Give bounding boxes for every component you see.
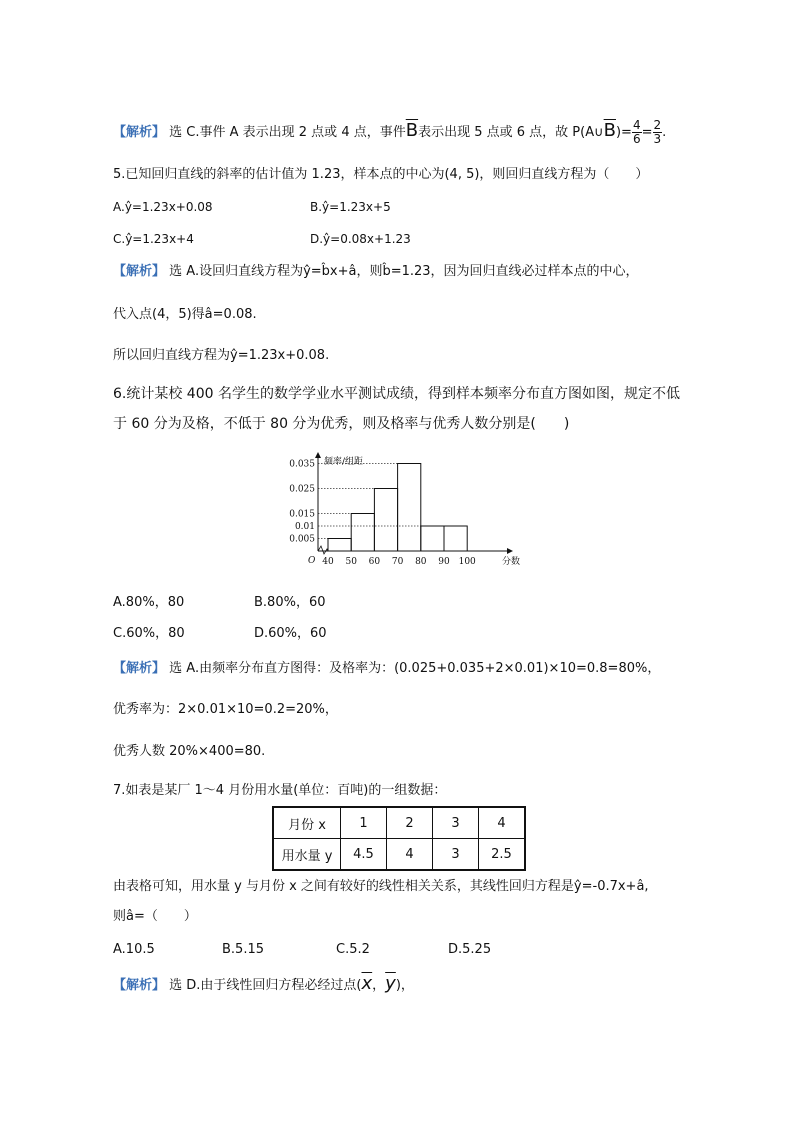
option-c: C.5.2: [336, 942, 370, 957]
equals: =: [641, 125, 653, 140]
x-tick-label: 80: [415, 557, 427, 567]
x-bar: $\overline{x}$: [361, 973, 373, 994]
option-a: A.10.5: [113, 942, 155, 957]
numerator: 4: [632, 118, 641, 132]
solution-text: )，: [395, 978, 414, 993]
histogram-bar: [374, 489, 397, 552]
fraction: [632, 119, 642, 146]
option-c: C.ŷ=1.23x+4: [113, 232, 194, 246]
solution-text: 选 A.设回归直线方程为ŷ=b̂x+â，则b̂=1.23，因为回归直线必过样本点的中心，: [165, 264, 639, 279]
solution-tag: 【解析】: [113, 978, 166, 993]
y-tick-label: 0.025: [289, 484, 315, 495]
frequency-histogram: [282, 450, 522, 575]
table-row: [273, 839, 525, 871]
table-row: [273, 807, 525, 839]
x-tick-label: 60: [368, 557, 381, 567]
solution-6-line3: 优秀人数 20%×400=80.: [113, 744, 266, 759]
option-b: B.5.15: [222, 942, 264, 957]
question-6-stem-line2: 于 60 分为及格，不低于 80 分为优秀，则及格率与优秀人数分别是( ): [113, 416, 570, 432]
solution-text: 选 A.由频率分布直方图得：及格率为：(0.025+0.035+2×0.01)×10=0.8=80%，: [165, 661, 661, 676]
y-axis-label: 频率/组距: [324, 457, 364, 467]
x-axis-arrow: [507, 548, 513, 554]
table-header-cell: 用水量 y: [273, 839, 341, 871]
solution-tag: 【解析】: [113, 264, 166, 279]
solution-text: 表示出现 5 点或 6 点，故 P(A∪: [418, 125, 604, 140]
question-7-stem: 7.如表是某厂 1～4 月份用水量(单位：百吨)的一组数据：: [113, 783, 447, 798]
option-a: A.ŷ=1.23x+0.08: [113, 200, 213, 214]
histogram-bar: [351, 514, 374, 552]
option-d: D.5.25: [448, 942, 492, 957]
axis-break: [318, 546, 328, 554]
denominator: 3: [653, 132, 662, 146]
question-6-stem-line1: 6.统计某校 400 名学生的数学学业水平测试成绩，得到样本频率分布直方图如图，规定不低: [113, 386, 680, 402]
table-cell: 1: [341, 807, 387, 839]
x-tick-label: 50: [345, 557, 357, 567]
x-tick-label: 70: [391, 557, 404, 567]
numerator: 2: [653, 118, 662, 132]
solution-7: [113, 975, 414, 995]
option-d: D.ŷ=0.08x+1.23: [310, 232, 411, 246]
question-5-stem: 5.已知回归直线的斜率的估计值为 1.23，样本点的中心为(4, 5)，则回归直线方程为（ ）: [113, 167, 649, 182]
solution-4: [113, 119, 666, 146]
denominator: 6: [632, 132, 641, 146]
solution-5-line1: [113, 263, 639, 281]
solution-5-line2: 代入点(4，5)得â=0.08.: [113, 307, 257, 322]
solution-text: )=: [615, 125, 632, 140]
x-axis-label: 分数: [502, 557, 521, 567]
histogram-bar: [444, 526, 467, 551]
option-b: B.80%，60: [254, 595, 326, 610]
complement-b: $\overline{B}$: [603, 120, 616, 141]
table-cell: 2: [387, 807, 433, 839]
table-cell: 3: [433, 839, 479, 871]
y-axis-arrow: [315, 452, 321, 458]
solution-tag: 【解析】: [113, 661, 166, 676]
solution-6-line2: 优秀率为：2×0.01×10=0.2=20%，: [113, 702, 338, 717]
y-tick-label: 0.01: [294, 522, 315, 532]
y-tick-label: 0.035: [289, 459, 315, 470]
option-b: B.ŷ=1.23x+5: [310, 200, 391, 214]
histogram-bar: [421, 526, 444, 551]
histogram-bar: [328, 539, 351, 552]
y-tick-label: 0.005: [289, 534, 315, 545]
table-cell: 4.5: [341, 839, 387, 871]
solution-5-line3: 所以回归直线方程为ŷ=1.23x+0.08.: [113, 348, 330, 363]
solution-6-line1: [113, 660, 660, 678]
option-c: C.60%，80: [113, 626, 185, 641]
solution-tag: 【解析】: [113, 125, 166, 140]
period: .: [662, 125, 667, 140]
x-tick-label: 40: [322, 557, 334, 567]
x-tick-label: 90: [438, 557, 450, 567]
x-tick-label: 100: [458, 557, 476, 567]
option-a: A.80%，80: [113, 595, 185, 610]
y-bar: $\overline{y}$: [385, 973, 396, 994]
table-header-cell: 月份 x: [273, 807, 341, 839]
table-cell: 2.5: [479, 839, 526, 871]
question-7-text1: 由表格可知，用水量 y 与月份 x 之间有较好的线性相关关系，其线性回归方程是ŷ=-0.7x+â,: [113, 879, 649, 894]
origin-label: O: [308, 556, 316, 566]
table-cell: 3: [433, 807, 479, 839]
table-cell: 4: [387, 839, 433, 871]
question-7-text2: 则â=（ ）: [113, 909, 197, 924]
table-cell: 4: [479, 807, 526, 839]
histogram-bar: [398, 464, 421, 552]
water-usage-table: [272, 806, 526, 871]
y-tick-label: 0.015: [289, 509, 315, 520]
fraction: [653, 119, 663, 146]
solution-text: 选 C.事件 A 表示出现 2 点或 4 点，事件: [165, 125, 406, 140]
comma: ，: [372, 978, 386, 993]
complement-b: $\overline{B}$: [405, 120, 419, 141]
solution-text: 选 D.由于线性回归方程必经过点(: [165, 978, 362, 993]
option-d: D.60%，60: [254, 626, 327, 641]
